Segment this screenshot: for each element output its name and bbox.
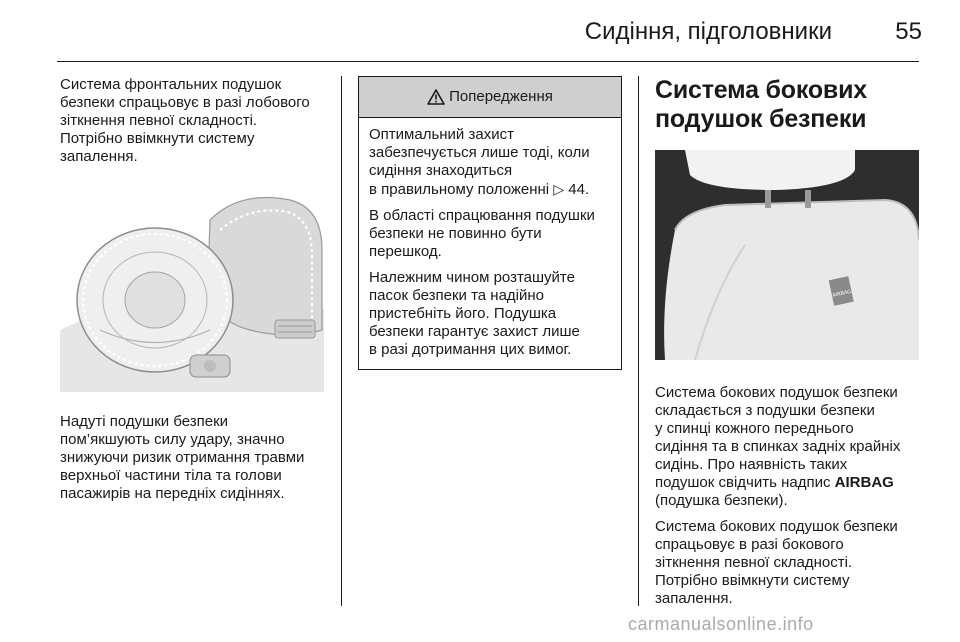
watermark: carmanualsonline.info: [628, 614, 814, 634]
page-number: 55: [895, 18, 922, 45]
warning-title: Попередження: [449, 88, 553, 105]
warning-paragraph-1: [369, 126, 611, 199]
column-front-airbags: [60, 76, 330, 511]
warning-triangle-icon: [427, 89, 445, 105]
warning-paragraph-1-text: Оптимальний захист забезпечується лише тоді, коли сидіння знаходиться в правильному положенні: [369, 126, 590, 198]
column-warning: [358, 76, 622, 370]
header-title: Сидіння, підголовники: [584, 18, 832, 45]
side-airbag-paragraph-2: Система бокових подушок безпеки спрацьовує в разі бокового зіткнення певної складності. Потрібно ввімкнути систему запалення.: [655, 518, 898, 607]
warning-paragraph-3: Належним чином розташуйте пасок безпеки та надійно пристебніть його. Подушка безпеки гарантує захист лише в разі дотримання цих вимог.: [369, 269, 580, 358]
seat-airbag-label: AIRBAG: [831, 289, 852, 299]
section-title-side-airbags: Система бокових подушок безпеки: [655, 76, 867, 133]
front-airbag-paragraph-1: Система фронтальних подушок безпеки спрацьовує в разі лобового зіткнення певної складності. Потрібно ввімкнути систему запалення.: [60, 76, 310, 165]
column-side-airbags: [655, 76, 925, 616]
side-airbag-paragraph-1: [655, 384, 925, 510]
column-divider-left: [341, 76, 342, 606]
header-rule: [57, 61, 919, 62]
column-divider-right: [638, 76, 639, 606]
side-airbag-paragraph-1-end: (подушка безпеки).: [655, 492, 788, 509]
airbag-term: AIRBAG: [834, 474, 894, 491]
warning-page-reference[interactable]: 44.: [568, 181, 590, 198]
page-reference-arrow-icon[interactable]: ▷: [553, 181, 565, 197]
warning-body: [359, 118, 621, 369]
warning-header: [359, 77, 621, 118]
side-airbag-paragraph-1-text: Система бокових подушок безпеки складається з подушки безпеки у спинці кожного переднього сидіння та в спинках задніх крайніх сидінь. Про наявність таких подушок свідчить надпис: [655, 384, 901, 491]
inflated-front-airbag-illustration: [60, 180, 324, 392]
warning-box: [358, 76, 622, 370]
seat-side-airbag-photo: [655, 150, 919, 360]
warning-paragraph-2: В області спрацювання подушки безпеки не повинно бути перешкод.: [369, 207, 595, 260]
front-airbag-paragraph-2: Надуті подушки безпеки пом’якшують силу удару, значно знижуючи ризик отримання травми верхньої частини тіла та голови пасажирів на передніх сидіннях.: [60, 413, 305, 502]
